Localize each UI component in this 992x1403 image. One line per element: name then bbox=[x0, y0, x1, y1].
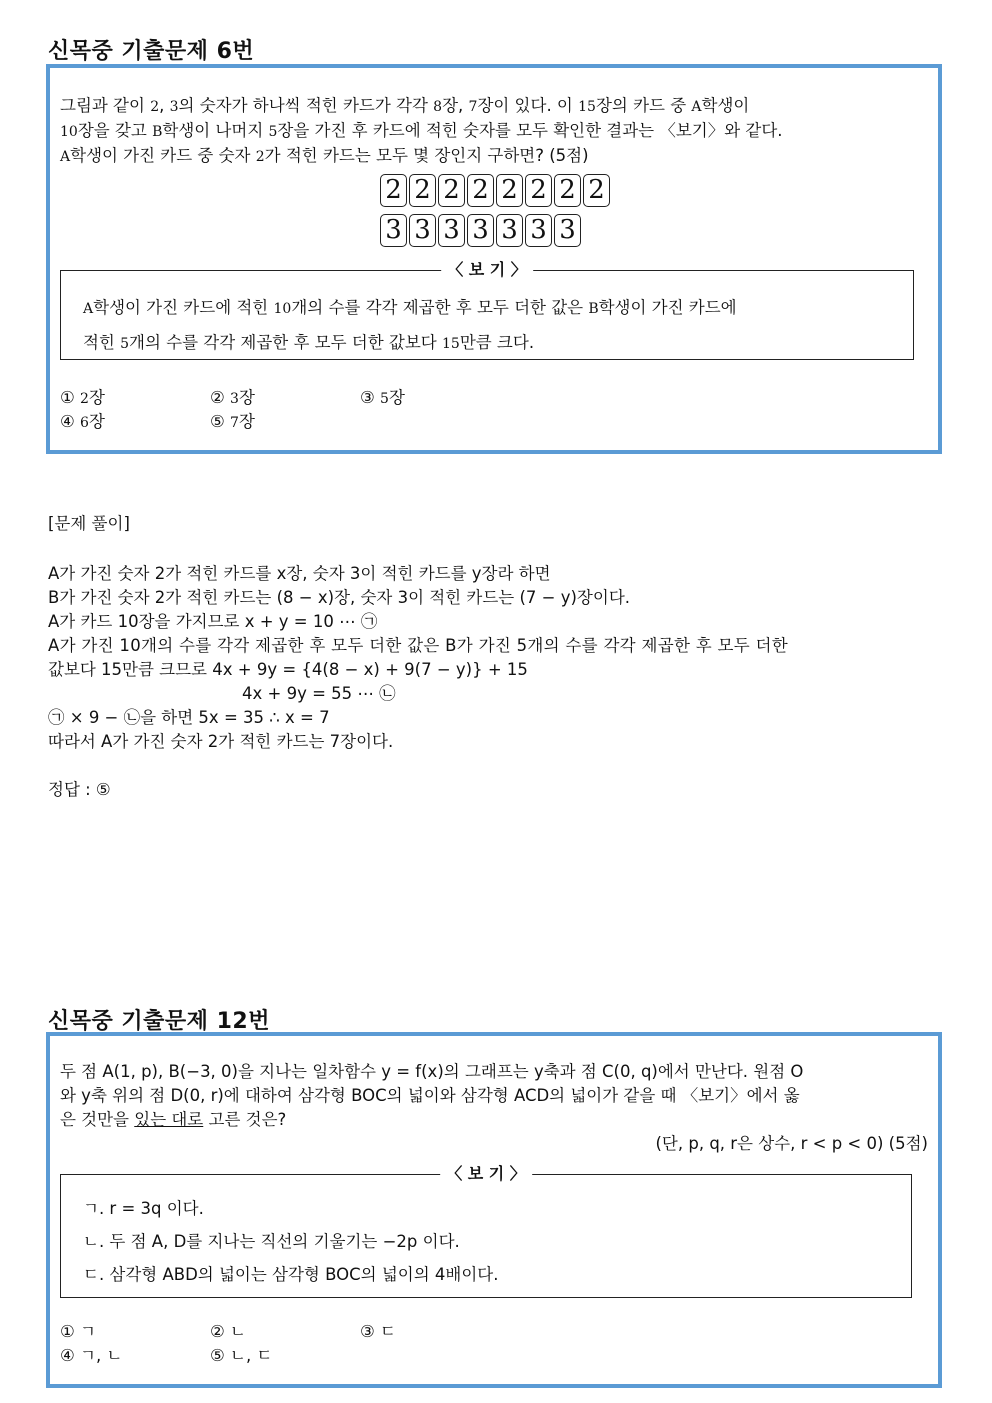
card: 2 bbox=[467, 174, 494, 207]
question-line-3: A학생이 가진 카드 중 숫자 2가 적힌 카드는 모두 몇 장인지 구하면? (5점) bbox=[60, 146, 589, 165]
option-4[interactable]: ④ ㄱ, ㄴ bbox=[60, 1346, 123, 1365]
bogi-box bbox=[60, 1164, 912, 1298]
card: 3 bbox=[496, 214, 523, 247]
problem12-box bbox=[46, 1032, 942, 1388]
option-5[interactable]: ⑤ ㄴ, ㄷ bbox=[210, 1346, 273, 1365]
solution-line: A가 가진 숫자 2가 적힌 카드를 x장, 숫자 3이 적힌 카드를 y장라 하면 bbox=[48, 564, 551, 583]
card: 2 bbox=[496, 174, 523, 207]
card: 2 bbox=[409, 174, 436, 207]
question-line-3: 은 것만을 있는 대로 고른 것은? bbox=[60, 1110, 287, 1129]
card: 3 bbox=[467, 214, 494, 247]
question-line-1: 두 점 A(1, p), B(−3, 0)을 지나는 일차함수 y = f(x)의 그래프는 y축과 점 C(0, q)에서 만난다. 원점 O bbox=[60, 1062, 804, 1081]
option-1[interactable]: ① 2장 bbox=[60, 388, 105, 407]
option-2[interactable]: ② 3장 bbox=[210, 388, 255, 407]
problem12-question bbox=[60, 1060, 928, 1156]
bogi-label: 〈 보 기 〉 bbox=[440, 1161, 532, 1184]
cards-row-3 bbox=[380, 214, 581, 247]
bogi-line-1: A학생이 가진 카드에 적힌 10개의 수를 각각 제곱한 후 모두 더한 값은 B학생이 가진 카드에 bbox=[83, 298, 737, 317]
question-line-1: 그림과 같이 2, 3의 숫자가 하나씩 적힌 카드가 각각 8장, 7장이 있다. 이 15장의 카드 중 A학생이 bbox=[60, 96, 750, 115]
underlined-phrase: 있는 대로 bbox=[134, 1110, 204, 1129]
bogi-text bbox=[83, 291, 899, 361]
option-4[interactable]: ④ 6장 bbox=[60, 412, 105, 431]
solution-line: 따라서 A가 가진 숫자 2가 적힌 카드는 7장이다. bbox=[48, 732, 394, 751]
solution-line: 4x + 9y = 55 ⋯ ㉡ bbox=[242, 684, 396, 703]
bogi-item: ㄱ. r = 3q 이다. bbox=[83, 1199, 204, 1218]
card: 2 bbox=[380, 174, 407, 207]
solution-answer: 정답 : ⑤ bbox=[48, 780, 111, 799]
solution-line: B가 가진 숫자 2가 적힌 카드는 (8 − x)장, 숫자 3이 적힌 카드는 (7 − y)장이다. bbox=[48, 588, 630, 607]
bogi-label: 〈 보 기 〉 bbox=[441, 257, 533, 280]
question-condition: (단, p, q, r은 상수, r < p < 0) (5점) bbox=[655, 1134, 928, 1153]
bogi-item: ㄷ. 삼각형 ABD의 넓이는 삼각형 BOC의 넓이의 4배이다. bbox=[83, 1265, 499, 1284]
cards-row-2 bbox=[380, 174, 610, 207]
bogi-item: ㄴ. 두 점 A, D를 지나는 직선의 기울기는 −2p 이다. bbox=[83, 1232, 460, 1251]
card: 3 bbox=[554, 214, 581, 247]
card: 2 bbox=[583, 174, 610, 207]
option-1[interactable]: ① ㄱ bbox=[60, 1322, 96, 1341]
solution-header: [문제 풀이] bbox=[48, 514, 130, 533]
option-5[interactable]: ⑤ 7장 bbox=[210, 412, 255, 431]
card: 2 bbox=[554, 174, 581, 207]
card: 3 bbox=[409, 214, 436, 247]
question-line-2: 와 y축 위의 점 D(0, r)에 대하여 삼각형 BOC의 넓이와 삼각형 ACD의 넓이가 같을 때 〈보기〉에서 옳 bbox=[60, 1086, 800, 1105]
problem6-box bbox=[46, 64, 942, 454]
card: 3 bbox=[438, 214, 465, 247]
bogi-line-2: 적힌 5개의 수를 각각 제곱한 후 모두 더한 값보다 15만큼 크다. bbox=[83, 333, 535, 352]
card: 3 bbox=[525, 214, 552, 247]
problem6-title: 신목중 기출문제 6번 bbox=[48, 39, 255, 64]
option-3[interactable]: ③ ㄷ bbox=[360, 1322, 396, 1341]
solution-line: A가 가진 10개의 수를 각각 제곱한 후 모두 더한 값은 B가 가진 5개의 수를 각각 제곱한 후 모두 더한 bbox=[48, 636, 789, 655]
option-2[interactable]: ② ㄴ bbox=[210, 1322, 246, 1341]
problem12-title: 신목중 기출문제 12번 bbox=[48, 1009, 270, 1034]
card: 3 bbox=[380, 214, 407, 247]
question-line-2: 10장을 갖고 B학생이 나머지 5장을 가진 후 카드에 적힌 숫자를 모두 확인한 결과는 〈보기〉와 같다. bbox=[60, 121, 783, 140]
solution-line: A가 카드 10장을 가지므로 x + y = 10 ⋯ ㉠ bbox=[48, 612, 378, 631]
card: 2 bbox=[438, 174, 465, 207]
bogi-box bbox=[60, 260, 914, 360]
problem6-question bbox=[60, 94, 928, 169]
option-3[interactable]: ③ 5장 bbox=[360, 388, 405, 407]
card: 2 bbox=[525, 174, 552, 207]
solution-line: 값보다 15만큼 크므로 4x + 9y = {4(8 − x) + 9(7 − y)} + 15 bbox=[48, 660, 528, 679]
solution-line: ㉠ × 9 − ㉡을 하면 5x = 35 ∴ x = 7 bbox=[48, 708, 330, 727]
